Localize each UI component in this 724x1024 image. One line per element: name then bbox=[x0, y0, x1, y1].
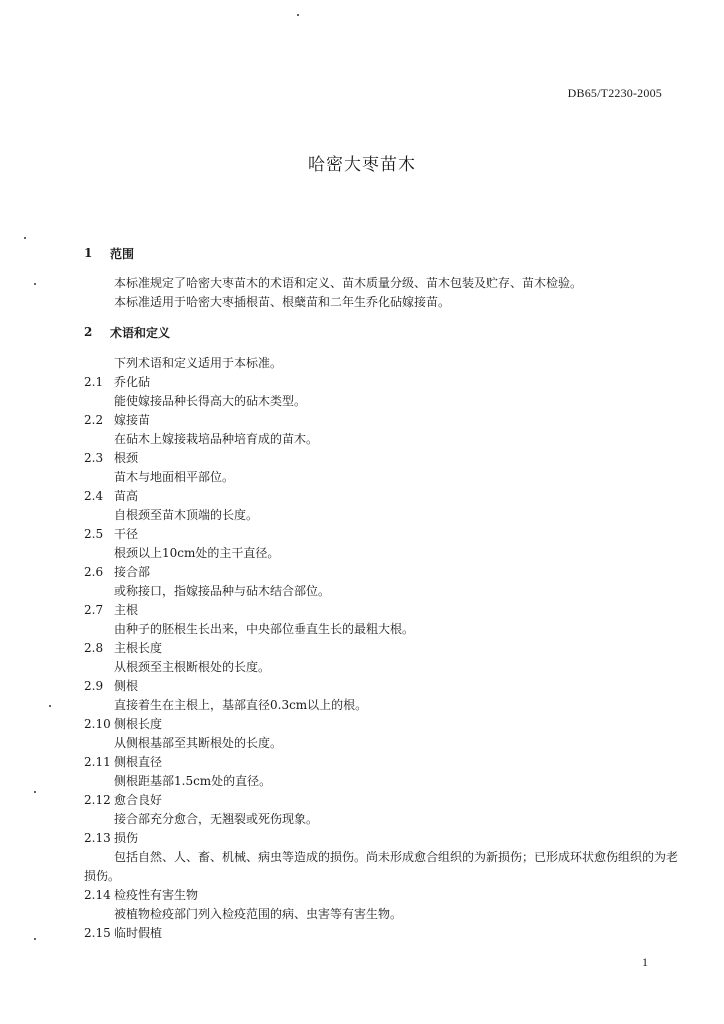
term-number: 2.2 bbox=[84, 413, 104, 427]
term-name: 接合部 bbox=[114, 565, 151, 579]
term-number: 2.7 bbox=[84, 603, 104, 617]
term-definition: 苗木与地面相平部位。 bbox=[114, 470, 235, 484]
term-heading bbox=[84, 487, 684, 506]
term-name: 干径 bbox=[114, 527, 139, 541]
standard-number: DB65/T2230-2005 bbox=[567, 86, 662, 100]
term-number: 2.3 bbox=[84, 451, 104, 465]
term-number: 2.1 bbox=[84, 375, 104, 389]
term-name: 损伤 bbox=[114, 831, 139, 845]
term-name: 苗高 bbox=[114, 489, 139, 503]
term-heading bbox=[84, 924, 684, 943]
page-number: 1 bbox=[642, 955, 648, 969]
term-heading bbox=[84, 563, 684, 582]
term-name: 检疫性有害生物 bbox=[114, 888, 199, 902]
term-number: 2.14 bbox=[84, 888, 111, 902]
term-heading bbox=[84, 373, 684, 392]
term-number: 2.5 bbox=[84, 527, 104, 541]
terms-list bbox=[84, 373, 684, 943]
section-title: 范围 bbox=[110, 246, 135, 261]
term-heading bbox=[84, 753, 684, 772]
term-name: 主根 bbox=[114, 603, 139, 617]
term-number: 2.10 bbox=[84, 717, 111, 731]
scope-paragraph: 本标准规定了哈密大枣苗木的术语和定义、苗木质量分级、苗木包装及贮存、苗木检验。 bbox=[114, 276, 583, 290]
term-heading bbox=[84, 639, 684, 658]
term-number: 2.9 bbox=[84, 679, 104, 693]
term-name: 侧根直径 bbox=[114, 755, 163, 769]
document-title: 哈密大枣苗木 bbox=[308, 155, 416, 175]
term-heading bbox=[84, 411, 684, 430]
term-definition: 能使嫁接品种长得高大的砧木类型。 bbox=[114, 394, 307, 408]
term-heading bbox=[84, 791, 684, 810]
term-definition: 由种子的胚根生长出来，中央部位垂直生长的最粗大根。 bbox=[114, 622, 415, 636]
term-heading bbox=[84, 525, 684, 544]
term-heading bbox=[84, 601, 684, 620]
term-name: 嫁接苗 bbox=[114, 413, 151, 427]
term-number: 2.15 bbox=[84, 926, 111, 940]
term-definition: 接合部充分愈合，无翘裂或死伤现象。 bbox=[114, 812, 319, 826]
term-definition: 在砧木上嫁接栽培品种培育成的苗木。 bbox=[114, 432, 319, 446]
term-number: 2.12 bbox=[84, 793, 111, 807]
term-name: 乔化砧 bbox=[114, 375, 151, 389]
term-definition: 从根颈至主根断根处的长度。 bbox=[114, 660, 271, 674]
term-heading bbox=[84, 449, 684, 468]
term-definition: 从侧根基部至其断根处的长度。 bbox=[114, 736, 283, 750]
section-heading-terms bbox=[84, 322, 684, 342]
term-number: 2.8 bbox=[84, 641, 104, 655]
term-definition: 侧根距基部1.5cm处的直径。 bbox=[114, 774, 272, 788]
term-number: 2.11 bbox=[84, 755, 111, 769]
term-name: 侧根 bbox=[114, 679, 139, 693]
term-number: 2.6 bbox=[84, 565, 104, 579]
section-heading-scope bbox=[84, 243, 684, 263]
term-definition: 直接着生在主根上，基部直径0.3cm以上的根。 bbox=[114, 698, 368, 712]
term-definition: 根颈以上10cm处的主干直径。 bbox=[114, 546, 280, 560]
section-number: 1 bbox=[84, 246, 93, 260]
scope-paragraph: 本标准适用于哈密大枣插根苗、根蘖苗和二年生乔化砧嫁接苗。 bbox=[114, 295, 451, 309]
term-name: 根颈 bbox=[114, 451, 139, 465]
document-body bbox=[84, 243, 684, 943]
term-definition: 包括自然、人、畜、机械、病虫等造成的损伤。尚未形成愈合组织的为新损伤；已形成环状愈伤组织的为老损伤。 bbox=[84, 850, 679, 883]
term-heading bbox=[84, 677, 684, 696]
term-definition: 自根颈至苗木顶端的长度。 bbox=[114, 508, 259, 522]
term-name: 临时假植 bbox=[114, 926, 163, 940]
term-name: 侧根长度 bbox=[114, 717, 163, 731]
section-number: 2 bbox=[84, 325, 93, 339]
term-definition: 被植物检疫部门列入检疫范围的病、虫害等有害生物。 bbox=[114, 907, 403, 921]
terms-intro: 下列术语和定义适用于本标准。 bbox=[114, 356, 283, 370]
term-heading bbox=[84, 715, 684, 734]
term-name: 愈合良好 bbox=[114, 793, 163, 807]
term-name: 主根长度 bbox=[114, 641, 163, 655]
term-heading bbox=[84, 886, 684, 905]
term-heading bbox=[84, 829, 684, 848]
term-number: 2.13 bbox=[84, 831, 111, 845]
section-title: 术语和定义 bbox=[110, 325, 171, 340]
term-number: 2.4 bbox=[84, 489, 104, 503]
term-definition: 或称接口，指嫁接品种与砧木结合部位。 bbox=[114, 584, 331, 598]
